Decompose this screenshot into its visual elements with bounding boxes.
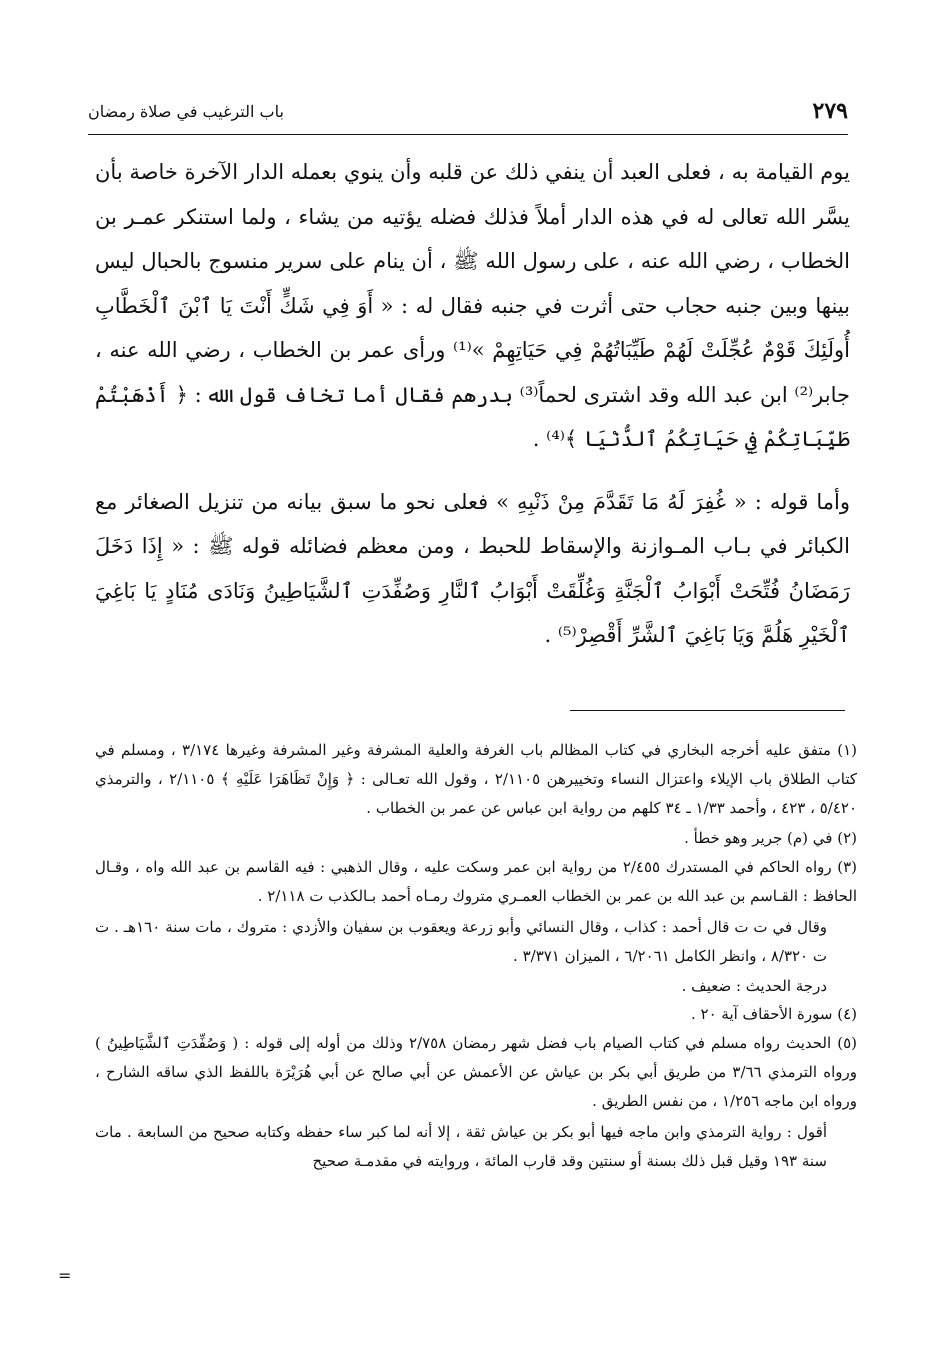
footnote-2: (٢) في (م) جرير وهو خطأ . bbox=[684, 829, 857, 847]
footnote-1: (١) متفق عليه أخرجه البخاري في كتاب المظالم باب الغرفة والعلية المشرفة وغير المشرفة وغيرها ٣/١٧٤ ، ومسلم في كتاب الطلاق باب الإيلاء واعتزال النساء وتخييرهن ٢/١١٠٥ ، وقول الله تعـالى : ﴿ وَإِنْ تَظَاهَرَا عَلَيْهِ ﴾ ٢/١١٠٥ ، والترمذي ٥/٤٢٠ ، ٤٢٣ ، وأحمد ١/٣٣ ـ ٣٤ كلهم من رواية ابن عباس عن عمر بن الخطاب . bbox=[95, 741, 858, 817]
footnote-5-continued: أقول : رواية الترمذي وابن ماجه فيها أبو بكر بن عياش ثقة ، إلا أنه لما كبر ساء حفظه وكتابه صحيح من السابعة . مات سنة ١٩٣ وقيل قبل ذلك بسنة أو سنتين وقد قارب المائة ، وروايته في مقدمـة صحيح bbox=[95, 1123, 827, 1170]
footnote-separator bbox=[570, 710, 845, 711]
footnote-3-continued: وقال في ت ت قال أحمد : كذاب ، وقال النسائي وأبو زرعة ويعقوب بن سفيان والأزدي : متروك ، مات سنة ١٦٠هـ . ت ت ٨/٣٢٠ ، وانظر الكامل ٦/٢٠٦١ ، الميزان ٣/٣٧١ . bbox=[95, 918, 827, 965]
running-title: باب الترغيب في صلاة رمضان bbox=[88, 102, 284, 121]
paragraph: وأما قوله : « غُفِرَ لَهُ مَا تَقَدَّمَ مِنْ ذَنْبِهِ » فعلى نحو ما سبق بيانه من تنزيل الصغائر مع الكبائر في بـاب المـوازنة والإسقاط للحبط ، ومن معظم فضائله قوله ﷺ : « إِذَا دَخَلَ رَمَضَانُ فُتِّحَتْ أَبْوَابُ ٱلْجَنَّةِ وَغُلِّقَتْ أَبْوَابُ ٱلنَّارِ وَصُفِّدَتِ ٱلشَّيَاطِينُ وَنَادَى مُنَادٍ يَا بَاغِيَ ٱلْخَيْرِ هَلُمَّ وَيَا بَاغِيَ ٱلشَّرِّ أَقْصِرْ⁽⁵⁾ . bbox=[95, 489, 850, 647]
footnote-3-grade: درجة الحديث : ضعيف . bbox=[681, 977, 827, 995]
footnote-5: (٥) الحديث رواه مسلم في كتاب الصيام باب فضل شهر رمضان ٢/٧٥٨ وذلك من أوله إلى قوله : ( وَصُفِّدَتِ ٱلشَّيَاطِينُ ) ورواه الترمذي ٣/٦٦ من طريق أبي بكر بن عياش عن الأعمش عن أبي صالح عن أبي هُرَيْرَة باللفظ الذي ساقه الشارح ، ورواه ابن ماجه ١/٢٥٦ ، من نفس الطريق . bbox=[95, 1034, 857, 1110]
paragraph: يوم القيامة به ، فعلى العبد أن ينفي ذلك عن قلبه وأن ينوي بعمله الدار الآخرة خاصة بأن يسَّر الله تعالى له في هذه الدار أملاً فذلك فضله يؤتيه من يشاء ، ولما استنكر عمـر بن الخطاب ، رضي الله عنه ، على رسول الله ﷺ ، أن ينام على سرير منسوج بالحبال ليس بينها وبين جنبه حجاب حتى أثرت في جنبه فقال له : « أَوَ فِي شَكٍّ أَنْتَ يَا ٱبْنَ ٱلْخَطَّابِ أُولَئِكَ قَوْمٌ عُجِّلَتْ لَهُمْ طَيِّبَاتُهُمْ فِي حَيَاتِهِمْ »⁽¹⁾ ورأى عمر بن الخطاب ، رضي الله عنه ، جابر⁽²⁾ ابن عبد الله وقد اشترى لحماً⁽³⁾ بدرهم فقال أما تخاف قول الله : ﴿ أَذْهَبْتُمْ طَيِّبَاتِكُمْ فِي حَيَاتِكُمُ ٱلدُّنْيَا ﴾⁽⁴⁾ . bbox=[95, 160, 850, 451]
page-header bbox=[88, 98, 848, 132]
main-text bbox=[95, 150, 850, 658]
continuation-mark: = bbox=[58, 1266, 72, 1285]
footnotes bbox=[95, 736, 857, 1178]
page-number: ٢٧٩ bbox=[812, 98, 848, 124]
footnote-4: (٤) سورة الأحقاف آية ٢٠ . bbox=[690, 1005, 857, 1023]
footnote-3: (٣) رواه الحاكم في المستدرك ٢/٤٥٥ من رواية ابن عمر وسكت عليه ، وقال الذهبي : فيه القاسم بن عبد الله واه ، وقـال الحافظ : القـاسم بن عبد الله بن عمر بن الخطاب العمـري متروك رمـاه أحمد بـالكذب ت ٢/١١٨ . bbox=[95, 858, 857, 905]
header-rule bbox=[88, 134, 848, 135]
